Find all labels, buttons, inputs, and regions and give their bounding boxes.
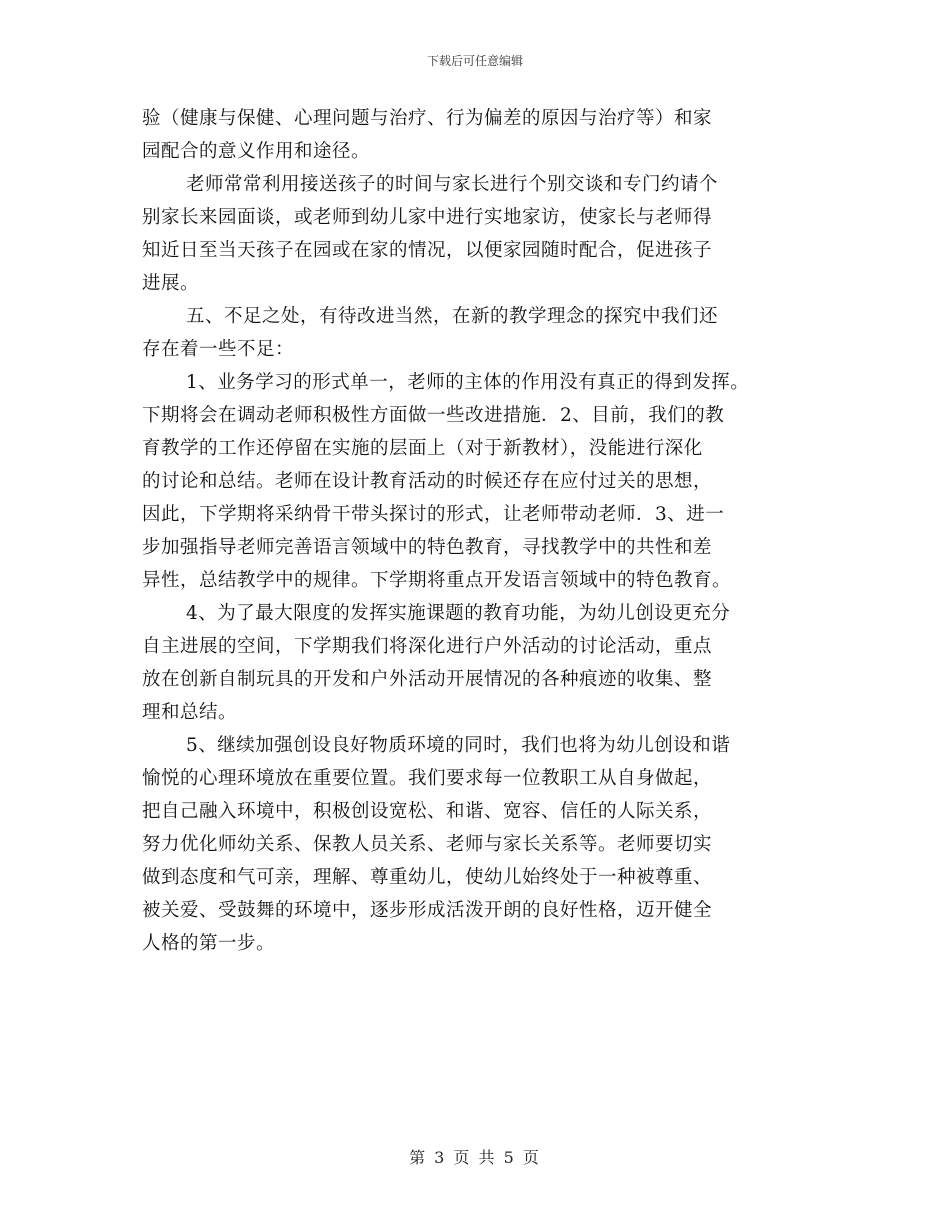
text-line: 进展。 <box>142 273 200 294</box>
text-line: 把自己融入环境中，积极创设宽松、和谐、宽容、信任的人际关系， <box>142 801 713 822</box>
text-line: 异性，总结教学中的规律。下学期将重点开发语言领域中的特色教育。 <box>142 570 732 591</box>
page-header: 下载后可任意编辑 <box>426 54 523 68</box>
page-footer: 第 3 页 共 5 页 <box>409 1148 541 1167</box>
text-line: 下期将会在调动老师积极性方面做一些改进措施．2、目前，我们的教 <box>142 405 725 426</box>
text-line: 五、不足之处，有待改进当然，在新的教学理念的探究中我们还 <box>186 306 719 327</box>
text-line: 努力优化师幼关系、保教人员关系、老师与家长关系等。老师要切实 <box>142 834 713 855</box>
text-line: 步加强指导老师完善语言领域中的特色教育，寻找教学中的共性和差 <box>142 537 713 558</box>
text-line: 自主进展的空间，下学期我们将深化进行户外活动的讨论活动，重点 <box>142 636 713 657</box>
text-line: 别家长来园面谈，或老师到幼儿家中进行实地家访，使家长与老师得 <box>142 207 713 228</box>
text-line: 放在创新自制玩具的开发和户外活动开展情况的各种痕迹的收集、整 <box>142 669 713 690</box>
text-line: 5、继续加强创设良好物质环境的同时，我们也将为幼儿创设和谐 <box>186 735 731 756</box>
text-line: 因此，下学期将采纳骨干带头探讨的形式，让老师带动老师．3、进一 <box>142 504 725 525</box>
text-line: 做到态度和气可亲，理解、尊重幼儿，使幼儿始终处于一种被尊重、 <box>142 867 713 888</box>
text-line: 育教学的工作还停留在实施的层面上（对于新教材），没能进行深化 <box>142 438 703 459</box>
text-line: 1、业务学习的形式单一，老师的主体的作用没有真正的得到发挥。 <box>186 372 750 393</box>
text-line: 4、为了最大限度的发挥实施课题的教育功能，为幼儿创设更充分 <box>186 603 731 624</box>
text-line: 被关爱、受鼓舞的环境中，逐步形成活泼开朗的良好性格，迈开健全 <box>142 900 713 921</box>
text-line: 愉悦的心理环境放在重要位置。我们要求每一位教职工从自身做起， <box>142 768 713 789</box>
text-line: 人格的第一步。 <box>142 933 276 954</box>
text-line: 的讨论和总结。老师在设计教育活动的时候还存在应付过关的思想， <box>142 471 713 492</box>
text-line: 理和总结。 <box>142 702 238 723</box>
text-line: 验（健康与保健、心理问题与治疗、行为偏差的原因与治疗等）和家 <box>142 108 713 129</box>
text-line: 老师常常利用接送孩子的时间与家长进行个别交谈和专门约请个 <box>186 174 719 195</box>
text-line: 知近日至当天孩子在园或在家的情况，以便家园随时配合，促进孩子 <box>142 240 713 261</box>
text-line: 存在着一些不足： <box>142 339 295 360</box>
text-line: 园配合的意义作用和途径。 <box>142 141 371 162</box>
body-text <box>142 102 832 960</box>
